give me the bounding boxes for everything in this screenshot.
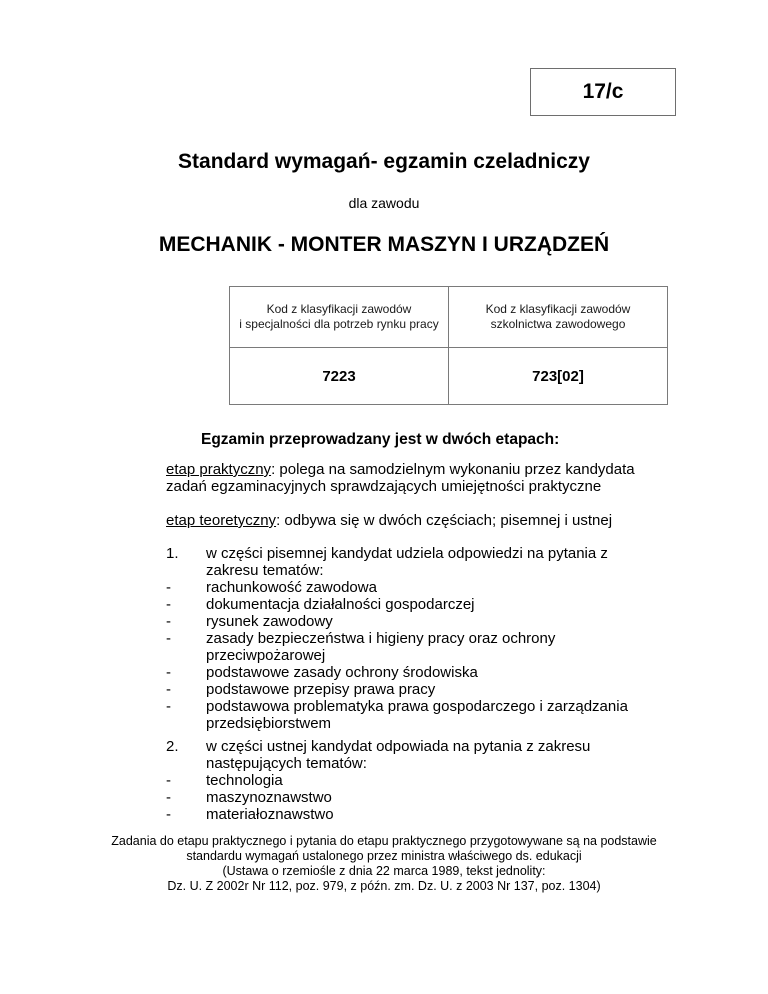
theoretical-stage-paragraph (166, 512, 612, 529)
list-item-line: podstawowa problematyka prawa gospodarczego i zarządzania (206, 698, 628, 715)
list-item (166, 698, 628, 732)
bullet-dash: - (166, 596, 171, 613)
footer-line: (Ustawa o rzemiośle z dnia 22 marca 1989, tekst jednolity: (222, 864, 546, 878)
bullet-dash: - (166, 789, 171, 806)
list-item-text (206, 579, 377, 596)
list-intro-line: w części ustnej kandydat odpowiada na pytania z zakresu (206, 738, 591, 755)
footer-line: standardu wymagań ustalonego przez ministra właściwego ds. edukacji (186, 849, 582, 863)
classification-codes-table (229, 286, 668, 405)
list-intro-line: następujących tematów: (206, 755, 367, 772)
bullet-dash: - (166, 772, 171, 789)
vocational-school-code: 723[02] (449, 348, 668, 405)
list-intro (166, 545, 628, 579)
list-item-text (206, 664, 478, 681)
practical-stage-text: : polega na samodzielnym wykonaniu przez kandydata (271, 461, 635, 478)
header-line: szkolnictwa zawodowego (490, 317, 626, 331)
list-item-line: podstawowe zasady ochrony środowiska (206, 664, 478, 681)
list-item-line: dokumentacja działalności gospodarczej (206, 596, 475, 613)
bullet-dash: - (166, 681, 171, 698)
list-number: 1. (166, 545, 179, 562)
profession-name: MECHANIK - MONTER MASZYN I URZĄDZEŃ (158, 233, 610, 256)
practical-stage-text-cont: zadań egzaminacyjnych sprawdzających umiejętności praktyczne (166, 478, 602, 495)
document-code-box (530, 68, 676, 116)
document-title: Standard wymagań- egzamin czeladniczy (178, 150, 590, 173)
list-intro (166, 738, 590, 772)
list-item-line: rysunek zawodowy (206, 613, 333, 630)
list-item-line: maszynoznawstwo (206, 789, 332, 806)
legal-footer (0, 834, 768, 894)
list-item-text (206, 789, 332, 806)
bullet-dash: - (166, 698, 171, 715)
table-header-cell (230, 287, 449, 348)
list-item-line: rachunkowość zawodowa (206, 579, 377, 596)
table-header-cell (449, 287, 668, 348)
bullet-dash: - (166, 630, 171, 647)
list-intro-line: w części pisemnej kandydat udziela odpowiedzi na pytania z (206, 545, 608, 562)
list-item-text (206, 630, 555, 664)
list-item-text (206, 698, 628, 732)
bullet-dash: - (166, 579, 171, 596)
list-item (166, 664, 628, 681)
list-item-line: przeciwpożarowej (206, 647, 326, 664)
theoretical-stage-label: etap teoretyczny (166, 512, 277, 529)
document-code: 17/c (582, 80, 624, 103)
footer-line: Zadania do etapu praktycznego i pytania do etapu praktycznego przygotowywane są na podstawie (111, 834, 657, 848)
list-item-line: materiałoznawstwo (206, 806, 334, 823)
list-item (166, 579, 628, 596)
bullet-dash: - (166, 664, 171, 681)
footer-line: Dz. U. Z 2002r Nr 112, poz. 979, z późn. zm. Dz. U. z 2003 Nr 137, poz. 1304) (167, 879, 601, 893)
list-item (166, 789, 590, 806)
bullet-dash: - (166, 806, 171, 823)
list-item-text (206, 681, 435, 698)
list-item (166, 630, 628, 664)
table-value-row (230, 348, 668, 405)
list-item-line: technologia (206, 772, 283, 789)
practical-stage-paragraph (166, 461, 635, 495)
labour-market-code: 7223 (230, 348, 449, 405)
written-part-list (166, 545, 628, 732)
list-number: 2. (166, 738, 179, 755)
list-item-text (206, 613, 333, 630)
header-line: i specjalności dla potrzeb rynku pracy (239, 317, 439, 331)
table-header-row (230, 287, 668, 348)
list-item-text (206, 772, 283, 789)
list-item (166, 613, 628, 630)
header-line: Kod z klasyfikacji zawodów (485, 302, 631, 316)
list-item-line: podstawowe przepisy prawa pracy (206, 681, 436, 698)
theoretical-stage-text: : odbywa się w dwóch częściach; pisemnej i ustnej (276, 512, 613, 529)
list-item (166, 772, 590, 789)
list-item-text (206, 806, 334, 823)
bullet-dash: - (166, 613, 171, 630)
list-item-line: przedsiębiorstwem (206, 715, 332, 732)
list-item-line: zasady bezpieczeństwa i higieny pracy oraz ochrony (206, 630, 556, 647)
list-intro-line: zakresu tematów: (206, 562, 324, 579)
list-item (166, 806, 590, 823)
header-line: Kod z klasyfikacji zawodów (266, 302, 412, 316)
list-item-text (206, 596, 475, 613)
section-heading: Egzamin przeprowadzany jest w dwóch etapach: (201, 431, 560, 448)
list-item (166, 681, 628, 698)
list-item (166, 596, 628, 613)
document-subtitle: dla zawodu (348, 195, 420, 211)
practical-stage-label: etap praktyczny (166, 461, 272, 478)
oral-part-list (166, 738, 590, 823)
